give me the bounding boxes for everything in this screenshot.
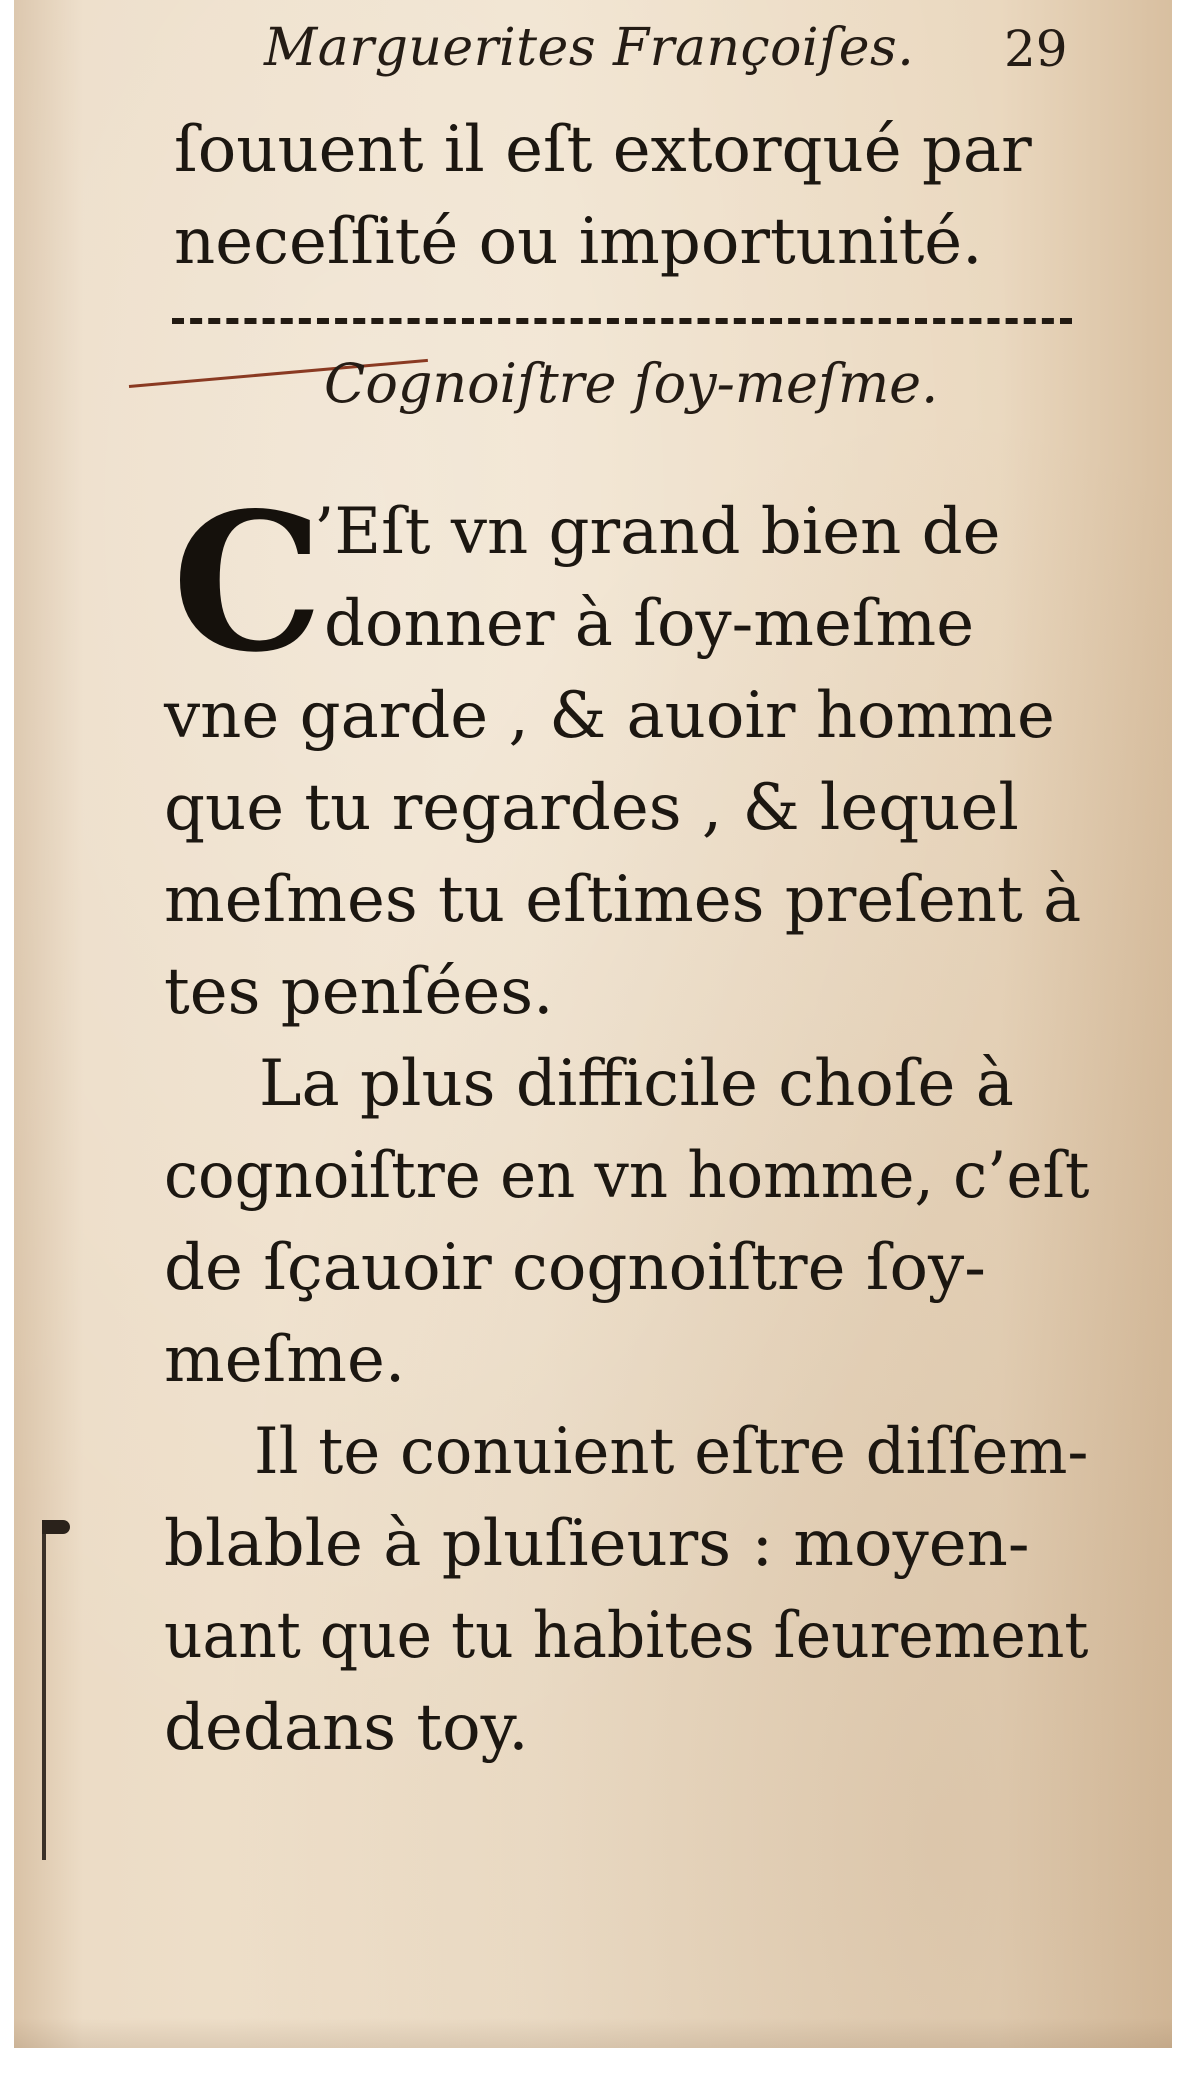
section-divider-rule bbox=[172, 318, 1072, 324]
drop-cap: C bbox=[172, 471, 324, 694]
page-number: 29 bbox=[1004, 20, 1068, 78]
text-line: de ſçauoir cognoiſtre ſoy- bbox=[164, 1231, 986, 1305]
text-line: meſmes tu eſtimes preſent à bbox=[164, 863, 1082, 937]
text-line: cognoiſtre en vn homme, c’eſt bbox=[164, 1139, 1090, 1213]
text-line: blable à pluſieurs : moyen- bbox=[164, 1507, 1030, 1581]
book-page bbox=[14, 0, 1172, 2048]
running-head: Marguerites Françoiſes. bbox=[264, 18, 915, 78]
text-line: meſme. bbox=[164, 1323, 406, 1397]
text-line: ſouuent il eſt extorqué par bbox=[174, 113, 1032, 187]
text-line: vne garde , & auoir homme bbox=[164, 679, 1055, 753]
text-line: La plus difficile choſe à bbox=[259, 1047, 1014, 1121]
section-title: Cognoiſtre ſoy-meſme. bbox=[324, 352, 939, 415]
text-line: ’Eſt vn grand bien de bbox=[314, 495, 1001, 569]
text-line: tes penſées. bbox=[164, 955, 554, 1029]
text-line: Il te conuient eſtre diſſem- bbox=[254, 1415, 1089, 1489]
text-line: uant que tu habites ſeurement bbox=[164, 1599, 1089, 1673]
text-line: donner à ſoy-meſme bbox=[324, 587, 975, 661]
text-line: dedans toy. bbox=[164, 1691, 529, 1765]
text-line: que tu regardes , & lequel bbox=[164, 771, 1019, 845]
text-line: neceſſité ou importunité. bbox=[174, 205, 983, 279]
margin-bracket-mark bbox=[42, 1520, 46, 1860]
